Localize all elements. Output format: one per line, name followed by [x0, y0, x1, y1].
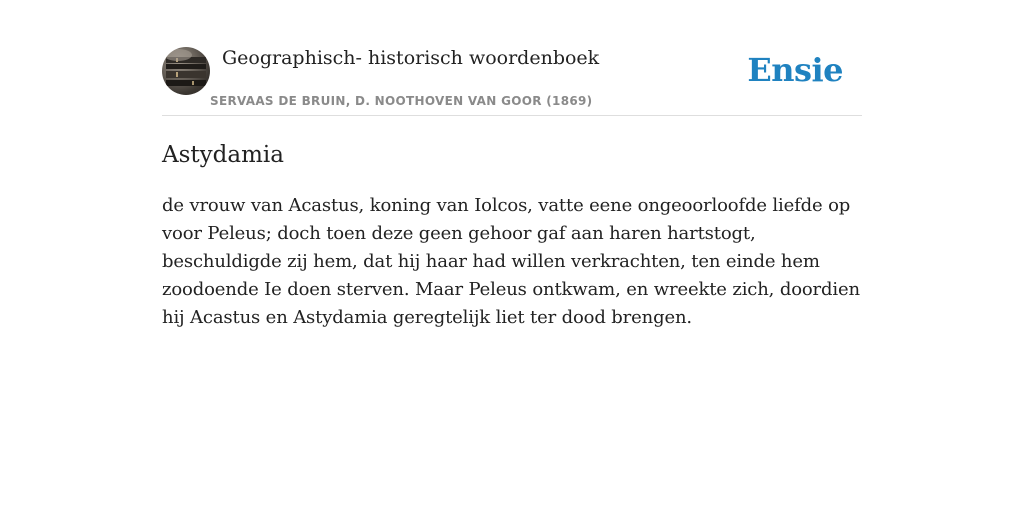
ensie-logo[interactable]: Ensie [747, 51, 843, 89]
book-header [162, 0, 862, 116]
entry-body: de vrouw van Acastus, koning van Iolcos, vatte eene ongeoorloofde liefde op voor Peleus; doch toen deze geen gehoor gaf aan haren hartstogt, beschuldigde zij hem, dat hij haar had willen verkrachten, ten einde hem zoodoende Ie doen sterven. Maar Peleus ontkwam, en wreekte zich, doordien hij Acastus en Astydamia geregtelijk liet ter dood brengen. [162, 195, 860, 328]
page-container [162, 0, 862, 328]
book-title[interactable]: Geographisch- historisch woordenboek [222, 47, 600, 69]
book-cover-icon[interactable] [162, 47, 210, 95]
book-author[interactable]: SERVAAS DE BRUIN, D. NOOTHOVEN VAN GOOR (1869) [210, 94, 593, 108]
entry-title: Astydamia [162, 142, 284, 168]
